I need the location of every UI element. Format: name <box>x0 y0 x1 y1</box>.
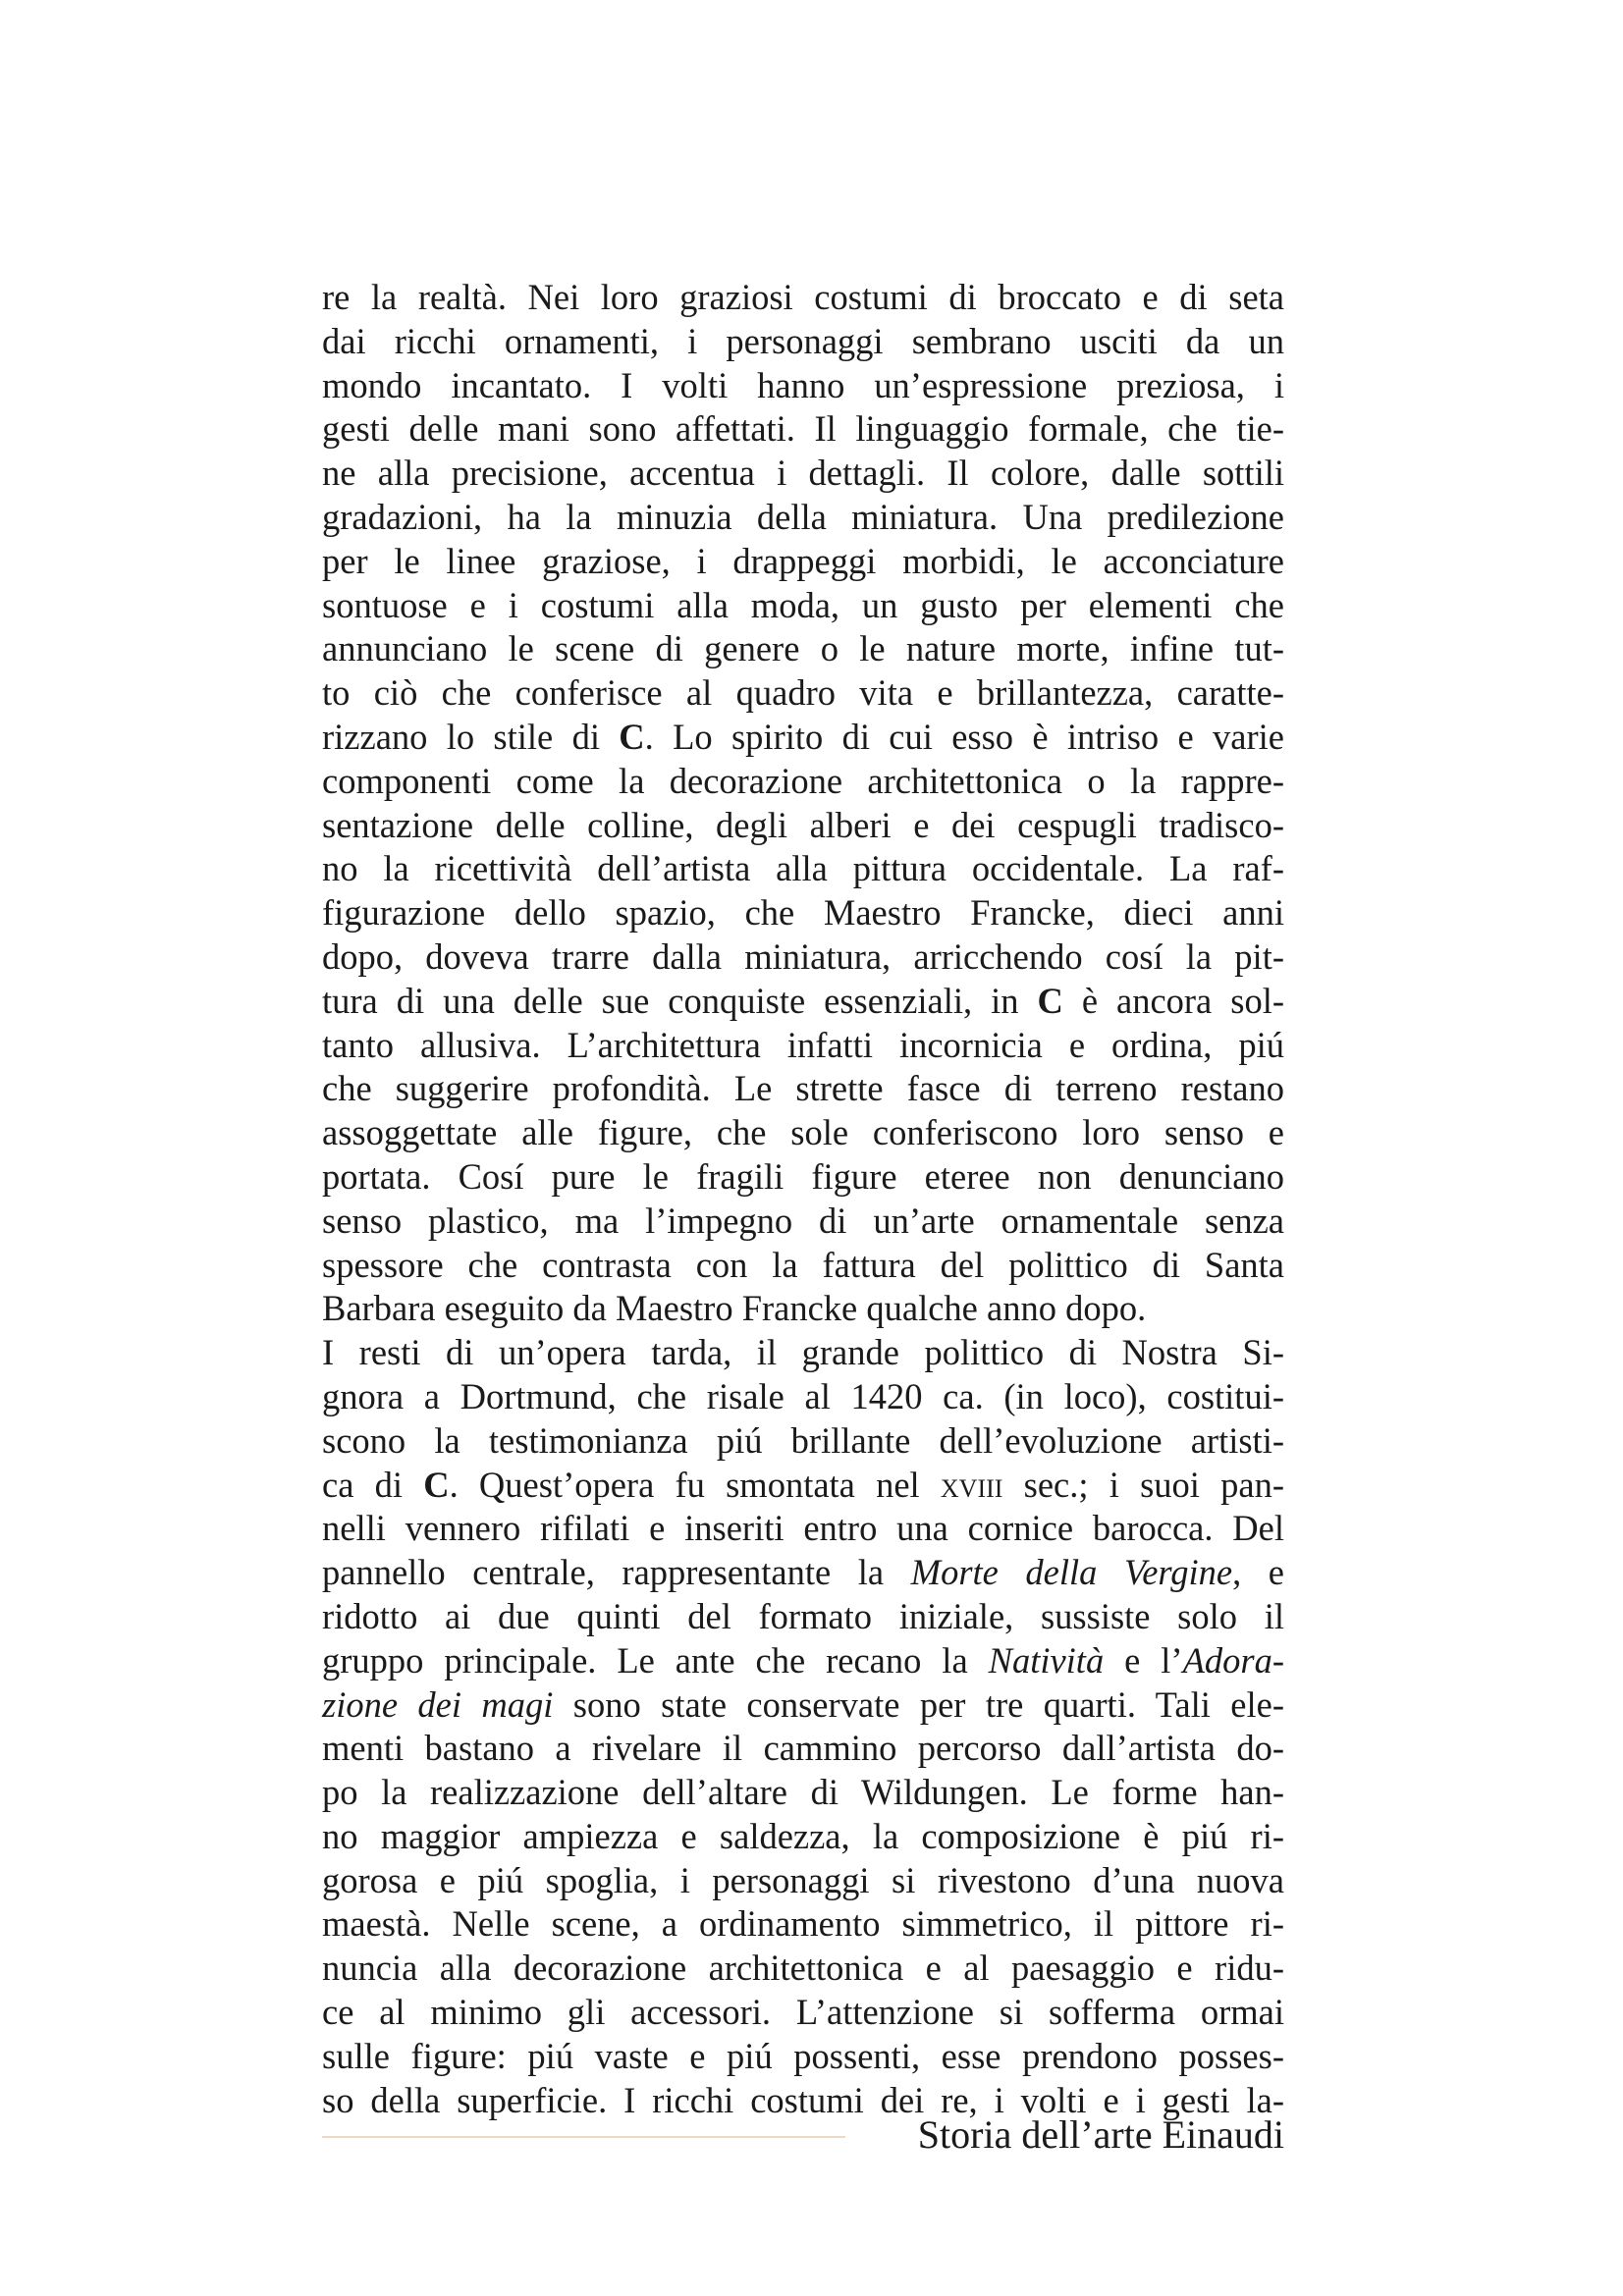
text-line <box>322 540 1284 584</box>
text-line <box>322 1464 1284 1508</box>
text-line <box>322 1639 1284 1683</box>
text-line <box>322 1859 1284 1903</box>
text-line <box>322 1902 1284 1947</box>
text-span: ne alla precisione, accentua i dettagli. Il colore, dalle sottili <box>322 453 1284 494</box>
text-line <box>322 1111 1284 1155</box>
text-span: po la realizzazione dell’altare di Wildungen. Le forme han- <box>322 1772 1284 1813</box>
text-line <box>322 980 1284 1024</box>
text-line <box>322 1727 1284 1771</box>
text-span: dopo, doveva trarre dalla miniatura, arricchendo cosí la pit- <box>322 935 1284 977</box>
text-line <box>322 1595 1284 1639</box>
text-span: figurazione dello spazio, che Maestro Francke, dieci anni <box>322 892 1284 934</box>
text-span: gnora a Dortmund, che risale al 1420 ca. (in loco), costitui- <box>322 1375 1284 1416</box>
text-line <box>322 804 1284 848</box>
italic-text: Adora- <box>1182 1639 1284 1681</box>
text-line <box>322 1375 1284 1419</box>
text-line <box>322 2035 1284 2079</box>
text-line <box>322 1331 1284 1375</box>
text-span: componenti come la decorazione architettonica o la rappre- <box>322 760 1284 801</box>
text-line <box>322 407 1284 452</box>
text-span: è ancora sol- <box>1062 980 1284 1021</box>
text-span: pannello centrale, rappresentante la <box>322 1552 911 1593</box>
text-span: maestà. Nelle scene, a ordinamento simmetrico, il pittore ri- <box>322 1903 1284 1945</box>
text-span: gradazioni, ha la minuzia della miniatura. Una predilezione <box>322 496 1284 537</box>
text-span: menti bastano a rivelare il cammino percorso dall’artista do- <box>322 1728 1284 1769</box>
small-caps-text: xviii <box>940 1464 1003 1505</box>
italic-text: Natività <box>988 1639 1105 1681</box>
text-span: no la ricettività dell’artista alla pittura occidentale. La raf- <box>322 848 1284 889</box>
text-line <box>322 1067 1284 1111</box>
footer-title: Storia dell’arte Einaudi <box>917 2112 1284 2157</box>
text-line <box>322 1991 1284 2035</box>
text-span: nuncia alla decorazione architettonica e al paesaggio e ridu- <box>322 1948 1284 1989</box>
text-span: re la realtà. Nei loro graziosi costumi di broccato e di seta <box>322 277 1284 317</box>
text-span: no maggior ampiezza e saldezza, la composizione è piú ri- <box>322 1815 1284 1856</box>
text-span: Barbara eseguito da Maestro Francke qualche anno dopo. <box>322 1288 1147 1329</box>
text-span: sentazione delle colline, degli alberi e dei cespugli tradisco- <box>322 804 1284 845</box>
text-line <box>322 452 1284 496</box>
italic-text: zione dei magi <box>322 1683 554 1725</box>
text-span: sontuose e i costumi alla moda, un gusto per elementi che <box>322 584 1284 625</box>
text-span: ce al minimo gli accessori. L’attenzione si sofferma ormai <box>322 1992 1284 2033</box>
text-line <box>322 671 1284 716</box>
text-line <box>322 891 1284 935</box>
text-span: annunciano le scene di genere o le nature morte, infine tut- <box>322 628 1284 669</box>
text-span: ca di <box>322 1464 424 1505</box>
text-line <box>322 716 1284 760</box>
text-span: . Quest’opera fu smontata nel <box>449 1464 941 1505</box>
text-line <box>322 1244 1284 1288</box>
italic-text: Morte della Vergine <box>910 1552 1233 1593</box>
text-span: tura di una delle sue conquiste essenziali, in <box>322 980 1038 1021</box>
text-span: rizzano lo stile di <box>322 716 620 757</box>
text-line <box>322 1200 1284 1244</box>
text-span: portata. Cosí pure le fragili figure eteree non denunciano <box>322 1155 1284 1197</box>
text-line <box>322 1507 1284 1551</box>
footer-rule <box>322 2136 845 2138</box>
text-span: e l’ <box>1104 1639 1183 1681</box>
text-line <box>322 1024 1284 1068</box>
text-span: gruppo principale. Le ante che recano la <box>322 1639 989 1681</box>
bold-text: C <box>619 716 645 757</box>
text-line <box>322 760 1284 804</box>
text-span: I resti di un’opera tarda, il grande polittico di Nostra Si- <box>322 1332 1284 1373</box>
text-line <box>322 1771 1284 1815</box>
bold-text: C <box>1037 980 1063 1021</box>
text-span: tanto allusiva. L’architettura infatti incornicia e ordina, piú <box>322 1024 1284 1065</box>
text-span: spessore che contrasta con la fattura del polittico di Santa <box>322 1244 1284 1285</box>
text-line <box>322 276 1284 320</box>
text-span: sulle figure: piú vaste e piú possenti, esse prendono posses- <box>322 2035 1284 2076</box>
text-span: che suggerire profondità. Le strette fasce di terreno restano <box>322 1068 1284 1109</box>
text-span: , e <box>1232 1552 1285 1593</box>
text-span: scono la testimonianza piú brillante dell’evoluzione artisti- <box>322 1419 1284 1461</box>
text-line <box>322 935 1284 980</box>
text-span: . Lo spirito di cui esso è intriso e varie <box>644 716 1284 757</box>
bold-text: C <box>423 1464 450 1505</box>
text-line <box>322 584 1284 628</box>
text-span: ridotto ai due quinti del formato iniziale, sussiste solo il <box>322 1595 1284 1636</box>
text-span: to ciò che conferisce al quadro vita e brillantezza, caratte- <box>322 672 1284 714</box>
text-span: gorosa e piú spoglia, i personaggi si rivestono d’una nuova <box>322 1859 1284 1900</box>
text-line <box>322 1815 1284 1859</box>
text-line <box>322 496 1284 540</box>
text-span: so della superficie. I ricchi costumi dei re, i volti e i gesti la- <box>322 2079 1284 2120</box>
text-line <box>322 320 1284 364</box>
text-span: gesti delle mani sono affettati. Il linguaggio formale, che tie- <box>322 408 1284 450</box>
text-span: sec.; i suoi pan- <box>1002 1464 1284 1505</box>
text-line <box>322 1947 1284 1991</box>
text-line <box>322 627 1284 671</box>
text-span: sono state conservate per tre quarti. Tali ele- <box>553 1683 1284 1725</box>
text-line <box>322 1419 1284 1464</box>
text-line <box>322 847 1284 891</box>
text-span: senso plastico, ma l’impegno di un’arte ornamentale senza <box>322 1200 1284 1241</box>
text-span: per le linee graziose, i drappeggi morbidi, le acconciature <box>322 540 1284 581</box>
text-line <box>322 1287 1284 1331</box>
body-text <box>322 276 1284 2122</box>
text-line <box>322 1155 1284 1200</box>
text-span: dai ricchi ornamenti, i personaggi sembrano usciti da un <box>322 320 1284 361</box>
text-span: nelli vennero rifilati e inseriti entro una cornice barocca. Del <box>322 1508 1284 1549</box>
text-span: mondo incantato. I volti hanno un’espressione preziosa, i <box>322 364 1284 405</box>
text-line <box>322 364 1284 408</box>
text-line <box>322 1551 1284 1595</box>
text-span: assoggettate alle figure, che sole conferiscono loro senso e <box>322 1112 1284 1153</box>
text-line <box>322 1683 1284 1728</box>
